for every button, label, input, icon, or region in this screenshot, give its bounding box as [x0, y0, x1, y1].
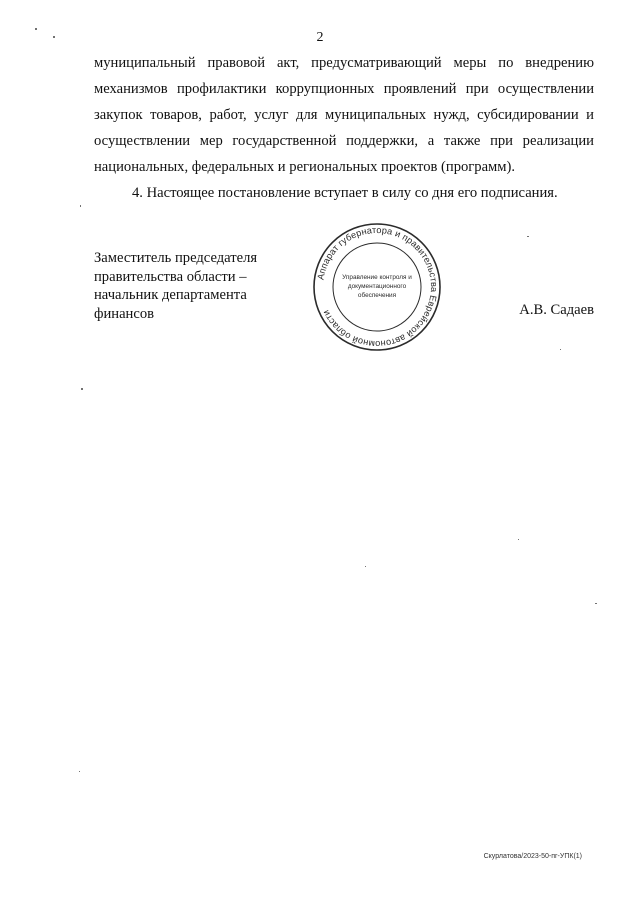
scan-speck: [53, 36, 55, 38]
scan-speck: [595, 603, 597, 604]
signatory-position: [94, 249, 314, 323]
stamp-outer-text: Аппарат губернатора и правительства Еврейской автономной области: [315, 224, 440, 350]
scan-speck: [80, 205, 81, 207]
scan-speck: [81, 388, 83, 390]
stamp-inner-line: документационного: [347, 283, 407, 290]
scan-speck: [527, 236, 529, 237]
stamp-inner-line: Управление контроля и: [342, 274, 412, 281]
official-stamp: [312, 222, 442, 352]
page-number: 2: [316, 30, 324, 45]
paragraph-continuation: муниципальный правовой акт, предусматривающий меры по внедрению механизмов профилактики коррупционных проявлений при осуществлении закупок товаров, работ, услуг для муниципальных нужд, субсидировании и осуществлении мер государственной поддержки, а также при реализации национальных, федеральных и региональных проектов (программ).: [94, 55, 594, 175]
scan-speck: [518, 539, 519, 540]
scan-speck: [35, 28, 37, 30]
signatory-name: А.В. Садаев: [519, 302, 594, 318]
body-text: [94, 50, 594, 206]
scan-speck: [365, 566, 366, 567]
signatory-position-line: правительства области –: [94, 268, 247, 285]
scan-speck: [560, 349, 561, 350]
paragraph-clause-4: 4. Настоящее постановление вступает в силу со дня его подписания.: [132, 185, 558, 201]
signatory-position-line: Заместитель председателя: [94, 250, 258, 266]
scan-speck: [79, 771, 80, 772]
executor-footer-note: Скурлатова/2023-50-пг-УПК(1): [483, 853, 582, 860]
signatory-position-line: начальник департамента: [94, 287, 247, 304]
signatory-position-line: финансов: [94, 305, 155, 322]
stamp-inner-line: обеспечения: [357, 292, 397, 299]
